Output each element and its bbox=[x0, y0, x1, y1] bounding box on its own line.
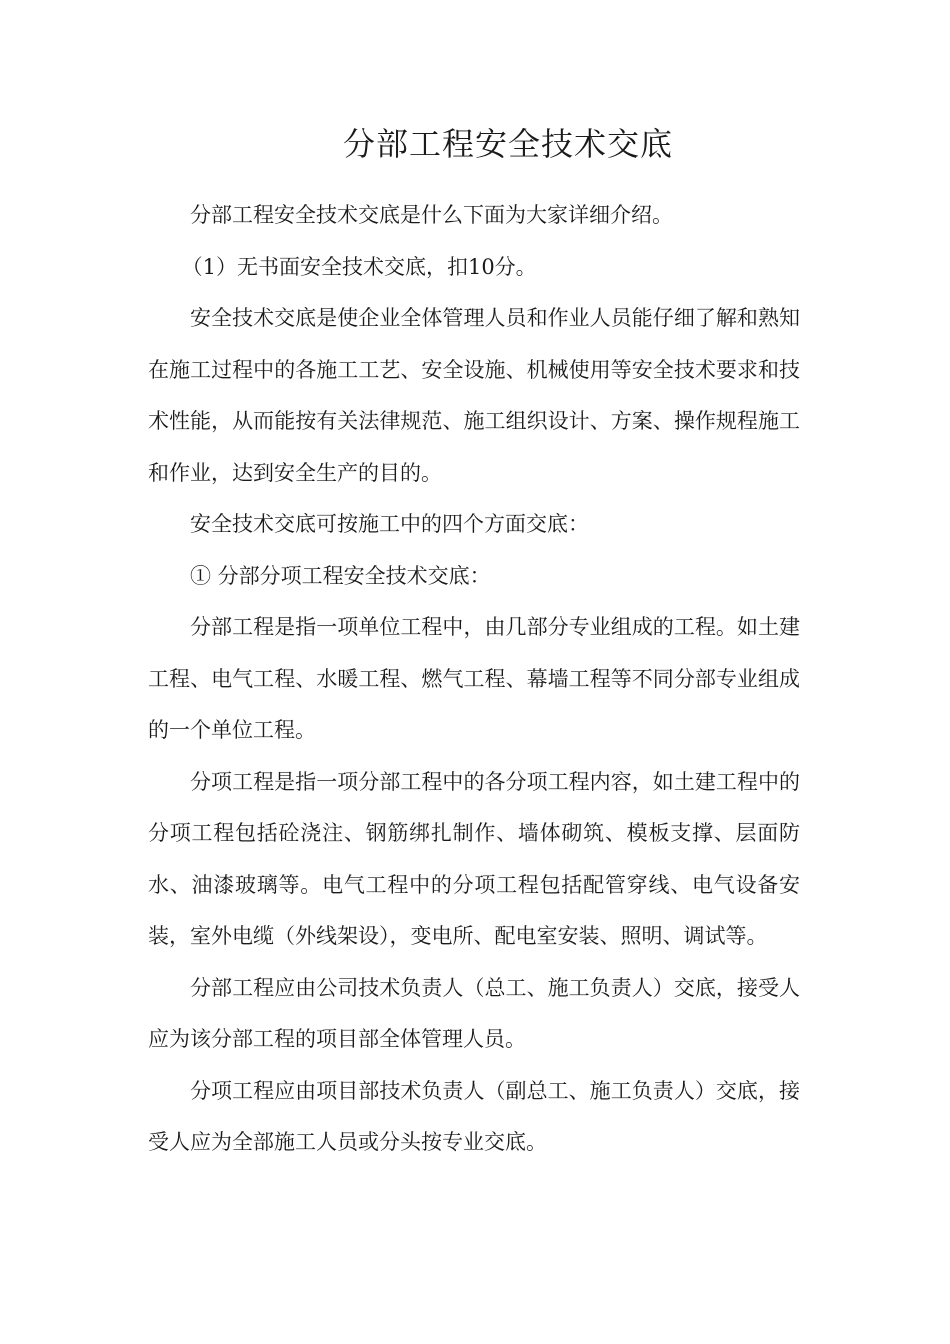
paragraph-division-work: 分部工程是指一项单位工程中，由几部分专业组成的工程。如土建工程、电气工程、水暖工程、燃气工程、幕墙工程等不同分部专业组成的一个单位工程。 bbox=[148, 615, 800, 742]
paragraph-item-1-heading: ① 分部分项工程安全技术交底： bbox=[190, 563, 491, 588]
paragraph-subitem-disclosure: 分项工程应由项目部技术负责人（副总工、施工负责人）交底，接受人应为全部施工人员或分头按专业交底。 bbox=[148, 1078, 800, 1154]
document-body bbox=[148, 190, 800, 1169]
paragraph-definition: 安全技术交底是使企业全体管理人员和作业人员能仔细了解和熟知在施工过程中的各施工工艺、安全设施、机械使用等安全技术要求和技术性能，从而能按有关法律规范、施工组织设计、方案、操作规程施工和作业，达到安全生产的目的。 bbox=[148, 306, 800, 485]
paragraph-intro: 分部工程安全技术交底是什么下面为大家详细介绍。 bbox=[190, 203, 673, 227]
paragraph-four-aspects: 安全技术交底可按施工中的四个方面交底： bbox=[190, 512, 589, 536]
paragraph-subitem-work: 分项工程是指一项分部工程中的各分项工程内容，如土建工程中的分项工程包括砼浇注、钢筋绑扎制作、墙体砌筑、模板支撑、层面防水、油漆玻璃等。电气工程中的分项工程包括配管穿线、电气设备安装，室外电缆（外线架设），变电所、配电室安装、照明、调试等。 bbox=[148, 769, 800, 948]
paragraph-division-disclosure: 分部工程应由公司技术负责人（总工、施工负责人）交底，接受人应为该分部工程的项目部全体管理人员。 bbox=[148, 975, 800, 1051]
paragraph-deduction: （1）无书面安全技术交底，扣10分。 bbox=[181, 254, 537, 279]
document-title: 分部工程安全技术交底 bbox=[342, 125, 673, 163]
